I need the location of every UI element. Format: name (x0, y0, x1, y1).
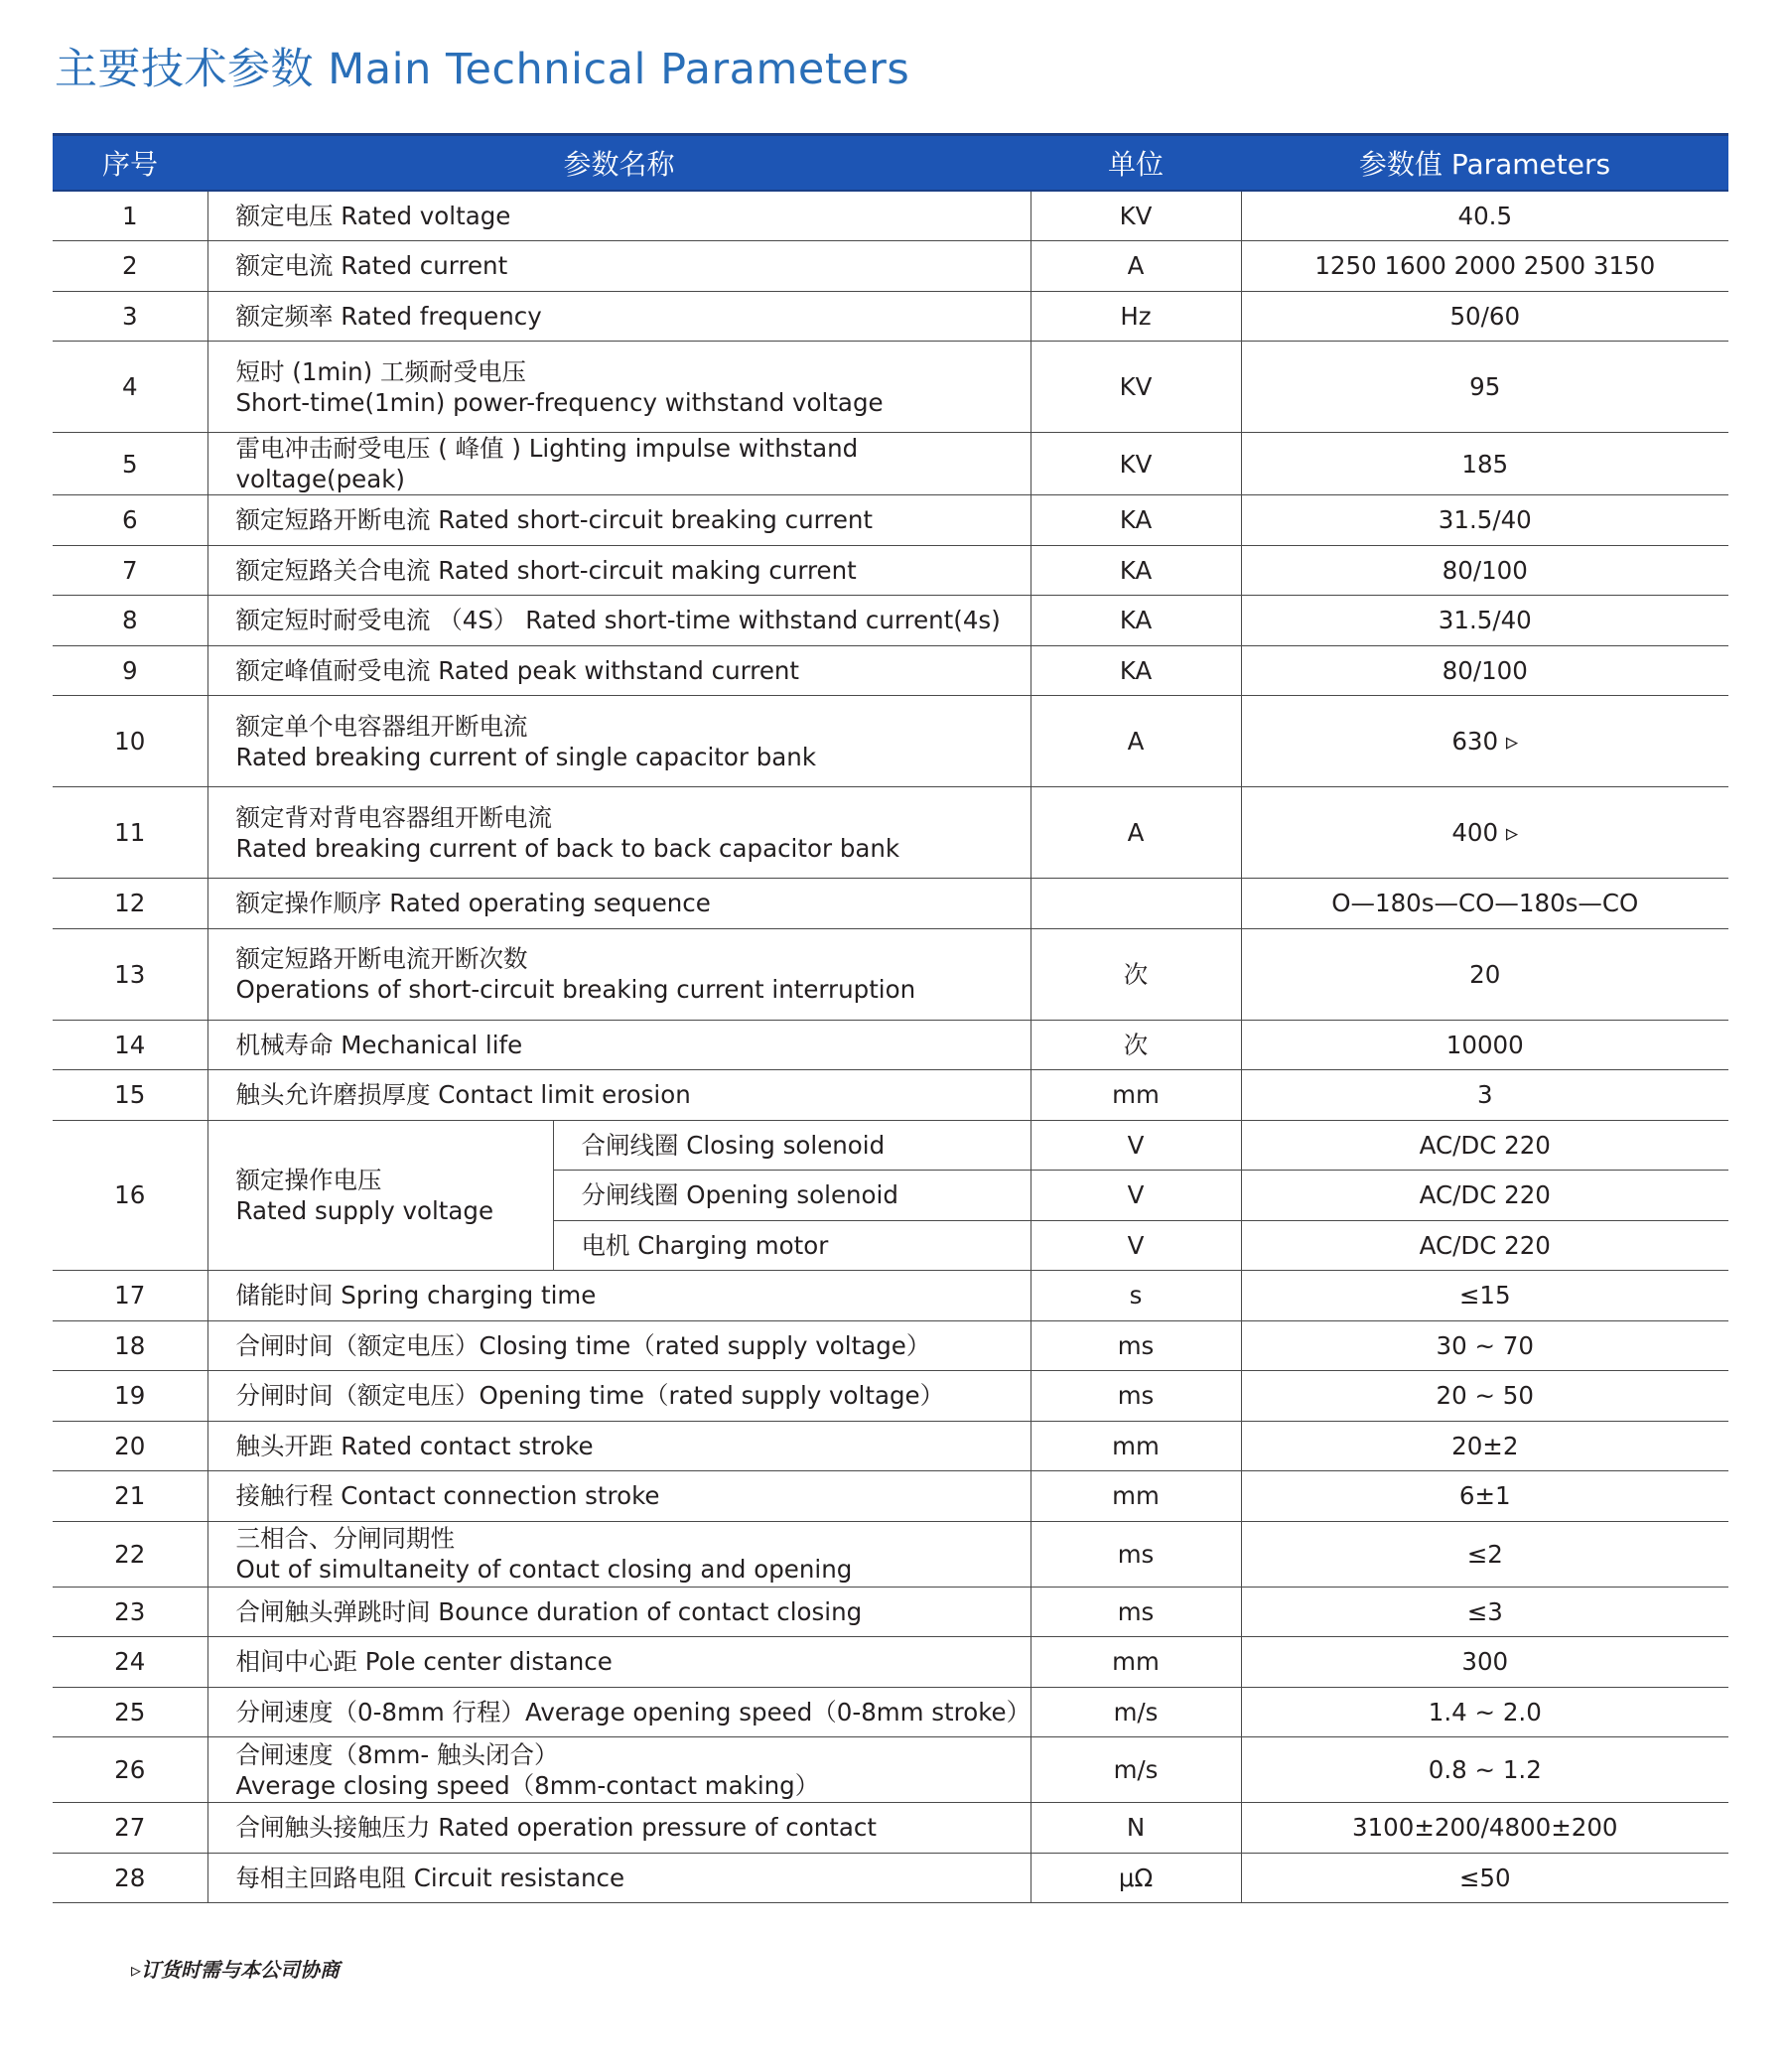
row-name: 触头允许磨损厚度 Contact limit erosion (207, 1070, 1031, 1121)
row-unit: 次 (1031, 1020, 1241, 1070)
row-name-en: Rated breaking current of back to back capacitor bank (235, 833, 900, 863)
row-name-en: Rated breaking current of single capacitor bank (235, 742, 817, 771)
row-unit: KA (1031, 645, 1241, 696)
row-number: 23 (53, 1587, 207, 1637)
row-name: 每相主回路电阻 Circuit resistance (207, 1853, 1031, 1903)
table-row (53, 1803, 1728, 1854)
row-name-en: Operations of short-circuit breaking current interruption (235, 975, 916, 1004)
row-unit: A (1031, 787, 1241, 879)
row-unit: mm (1031, 1070, 1241, 1121)
row-name: 额定电流 Rated current (207, 241, 1031, 292)
header-name: 参数名称 (207, 135, 1031, 192)
table-row (53, 928, 1728, 1020)
row-number: 20 (53, 1421, 207, 1471)
table-row (53, 191, 1728, 241)
sub-name: 电机 Charging motor (553, 1220, 1031, 1271)
row-name-cn: 合闸速度（8mm- 触头闭合） (235, 1739, 559, 1769)
row-name (207, 696, 1031, 787)
table-row (53, 241, 1728, 292)
row-number: 2 (53, 241, 207, 292)
table-row (53, 1120, 1728, 1171)
row-value: AC/DC 220 (1241, 1220, 1728, 1271)
table-row (53, 1070, 1728, 1121)
row-number: 13 (53, 928, 207, 1020)
row-number: 28 (53, 1853, 207, 1903)
row-unit: KA (1031, 596, 1241, 646)
row-unit: ms (1031, 1521, 1241, 1587)
row-number: 8 (53, 596, 207, 646)
row-number: 19 (53, 1371, 207, 1422)
row-name: 额定短路开断电流 Rated short-circuit breaking current (207, 495, 1031, 546)
row-value: AC/DC 220 (1241, 1120, 1728, 1171)
row-value: 6±1 (1241, 1471, 1728, 1522)
row-name: 合闸时间（额定电压）Closing time（rated supply voltage） (207, 1320, 1031, 1371)
sub-name: 分闸线圈 Opening solenoid (553, 1171, 1031, 1221)
table-row (53, 645, 1728, 696)
row-number: 27 (53, 1803, 207, 1854)
table-row (53, 291, 1728, 342)
row-unit: mm (1031, 1471, 1241, 1522)
row-name (207, 1737, 1031, 1803)
row-unit: KA (1031, 495, 1241, 546)
row-name-cn: 额定短路开断电流开断次数 (235, 944, 528, 973)
table-row (53, 1637, 1728, 1688)
table-row (53, 495, 1728, 546)
table-row (53, 1271, 1728, 1321)
row-name: 接触行程 Contact connection stroke (207, 1471, 1031, 1522)
header-no: 序号 (53, 135, 207, 192)
row-name-en: Average closing speed（8mm-contact making） (235, 1770, 820, 1800)
row-name: 额定操作顺序 Rated operating sequence (207, 879, 1031, 929)
row-value: 50/60 (1241, 291, 1728, 342)
table-row (53, 696, 1728, 787)
row-unit: ms (1031, 1587, 1241, 1637)
table-body-row16 (53, 1120, 1728, 1271)
row-value: 20 ~ 50 (1241, 1371, 1728, 1422)
row-unit: m/s (1031, 1737, 1241, 1803)
row-number: 16 (53, 1120, 207, 1271)
row-name: 额定频率 Rated frequency (207, 291, 1031, 342)
row-value: 31.5/40 (1241, 495, 1728, 546)
row-unit: V (1031, 1120, 1241, 1171)
row-value: 630 ▹ (1241, 696, 1728, 787)
row-value: 300 (1241, 1637, 1728, 1688)
row-unit: KV (1031, 433, 1241, 495)
row-number: 5 (53, 433, 207, 495)
row-name-en: Short-time(1min) power-frequency withstand voltage (235, 387, 884, 417)
table-header-row (53, 135, 1728, 192)
row-value: 3100±200/4800±200 (1241, 1803, 1728, 1854)
row-unit: KA (1031, 545, 1241, 596)
row-value: ≤3 (1241, 1587, 1728, 1637)
row-unit: ms (1031, 1371, 1241, 1422)
footnote: ▹订货时需与本公司协商 (131, 1958, 341, 1982)
row-value: 10000 (1241, 1020, 1728, 1070)
row-number: 21 (53, 1471, 207, 1522)
row-value: AC/DC 220 (1241, 1171, 1728, 1221)
table-row (53, 1853, 1728, 1903)
row-name-en: Out of simultaneity of contact closing and opening (235, 1555, 853, 1584)
row-name: 合闸触头接触压力 Rated operation pressure of contact (207, 1803, 1031, 1854)
row-number: 26 (53, 1737, 207, 1803)
row-unit: V (1031, 1220, 1241, 1271)
row-value: 40.5 (1241, 191, 1728, 241)
table-row (53, 342, 1728, 433)
row-value: 0.8 ~ 1.2 (1241, 1737, 1728, 1803)
table-row (53, 1020, 1728, 1070)
row-value: O—180s—CO—180s—CO (1241, 879, 1728, 929)
table-row (53, 433, 1728, 495)
row-value: 3 (1241, 1070, 1728, 1121)
table-row (53, 1587, 1728, 1637)
table-row (53, 596, 1728, 646)
row-unit: ms (1031, 1320, 1241, 1371)
sub-name: 合闸线圈 Closing solenoid (553, 1120, 1031, 1171)
row-name: 额定短路关合电流 Rated short-circuit making current (207, 545, 1031, 596)
row-value: 30 ~ 70 (1241, 1320, 1728, 1371)
header-unit: 单位 (1031, 135, 1241, 192)
row-unit: μΩ (1031, 1853, 1241, 1903)
row-unit: KV (1031, 342, 1241, 433)
row-number: 10 (53, 696, 207, 787)
parameters-table (53, 133, 1728, 1903)
row-name (207, 928, 1031, 1020)
row-number: 24 (53, 1637, 207, 1688)
row-name: 雷电冲击耐受电压 ( 峰值 ) Lighting impulse withstand voltage(peak) (207, 433, 1031, 495)
row-name: 额定短时耐受电流 （4S） Rated short-time withstand current(4s) (207, 596, 1031, 646)
row-unit: m/s (1031, 1687, 1241, 1737)
row-number: 25 (53, 1687, 207, 1737)
row-value: 31.5/40 (1241, 596, 1728, 646)
row-number: 14 (53, 1020, 207, 1070)
row-number: 4 (53, 342, 207, 433)
row-name-cn: 额定背对背电容器组开断电流 (235, 802, 552, 832)
table-row (53, 879, 1728, 929)
row-name: 储能时间 Spring charging time (207, 1271, 1031, 1321)
row-name-en: Rated supply voltage (235, 1195, 494, 1225)
row-number: 6 (53, 495, 207, 546)
table-row (53, 1687, 1728, 1737)
row-number: 11 (53, 787, 207, 879)
row-number: 22 (53, 1521, 207, 1587)
table-body-top (53, 191, 1728, 1120)
row-number: 7 (53, 545, 207, 596)
row-unit (1031, 879, 1241, 929)
row-name: 额定峰值耐受电流 Rated peak withstand current (207, 645, 1031, 696)
row-value: ≤15 (1241, 1271, 1728, 1321)
row-number: 12 (53, 879, 207, 929)
header-value: 参数值 Parameters (1241, 135, 1728, 192)
row-unit: A (1031, 696, 1241, 787)
row-name: 合闸触头弹跳时间 Bounce duration of contact closing (207, 1587, 1031, 1637)
row-unit: N (1031, 1803, 1241, 1854)
table-body-bottom (53, 1271, 1728, 1903)
row-name: 相间中心距 Pole center distance (207, 1637, 1031, 1688)
row-name (207, 1521, 1031, 1587)
row-name: 分闸时间（额定电压）Opening time（rated supply voltage） (207, 1371, 1031, 1422)
row-value: ≤50 (1241, 1853, 1728, 1903)
row-unit: mm (1031, 1421, 1241, 1471)
row-name-cn: 短时 (1min) 工频耐受电压 (235, 356, 526, 386)
row-name: 额定电压 Rated voltage (207, 191, 1031, 241)
row-unit: KV (1031, 191, 1241, 241)
row-unit: A (1031, 241, 1241, 292)
row-unit: 次 (1031, 928, 1241, 1020)
table-row (53, 1371, 1728, 1422)
row-value: ≤2 (1241, 1521, 1728, 1587)
row-value: 80/100 (1241, 645, 1728, 696)
table-row (53, 1421, 1728, 1471)
table-row (53, 1320, 1728, 1371)
row-name: 触头开距 Rated contact stroke (207, 1421, 1031, 1471)
row-name: 机械寿命 Mechanical life (207, 1020, 1031, 1070)
row-value: 95 (1241, 342, 1728, 433)
row-unit: Hz (1031, 291, 1241, 342)
page-title: 主要技术参数 Main Technical Parameters (55, 45, 910, 94)
row-name (207, 342, 1031, 433)
row-name (207, 1120, 553, 1271)
row-value: 20 (1241, 928, 1728, 1020)
row-unit: V (1031, 1171, 1241, 1221)
row-value: 1.4 ~ 2.0 (1241, 1687, 1728, 1737)
table-row (53, 1521, 1728, 1587)
row-name (207, 787, 1031, 879)
row-number: 9 (53, 645, 207, 696)
row-value: 20±2 (1241, 1421, 1728, 1471)
row-value: 80/100 (1241, 545, 1728, 596)
row-value: 400 ▹ (1241, 787, 1728, 879)
row-name-cn: 额定单个电容器组开断电流 (235, 711, 528, 741)
table-row (53, 787, 1728, 879)
row-unit: mm (1031, 1637, 1241, 1688)
row-name-cn: 三相合、分闸同期性 (235, 1524, 455, 1553)
row-number: 18 (53, 1320, 207, 1371)
row-number: 17 (53, 1271, 207, 1321)
row-number: 3 (53, 291, 207, 342)
table-row (53, 545, 1728, 596)
row-unit: s (1031, 1271, 1241, 1321)
row-name-cn: 额定操作电压 (235, 1165, 382, 1194)
table-row (53, 1471, 1728, 1522)
row-name: 分闸速度（0-8mm 行程）Average opening speed（0-8mm stroke） (207, 1687, 1031, 1737)
table-row (53, 1737, 1728, 1803)
row-value: 1250 1600 2000 2500 3150 (1241, 241, 1728, 292)
row-value: 185 (1241, 433, 1728, 495)
row-number: 1 (53, 191, 207, 241)
row-number: 15 (53, 1070, 207, 1121)
